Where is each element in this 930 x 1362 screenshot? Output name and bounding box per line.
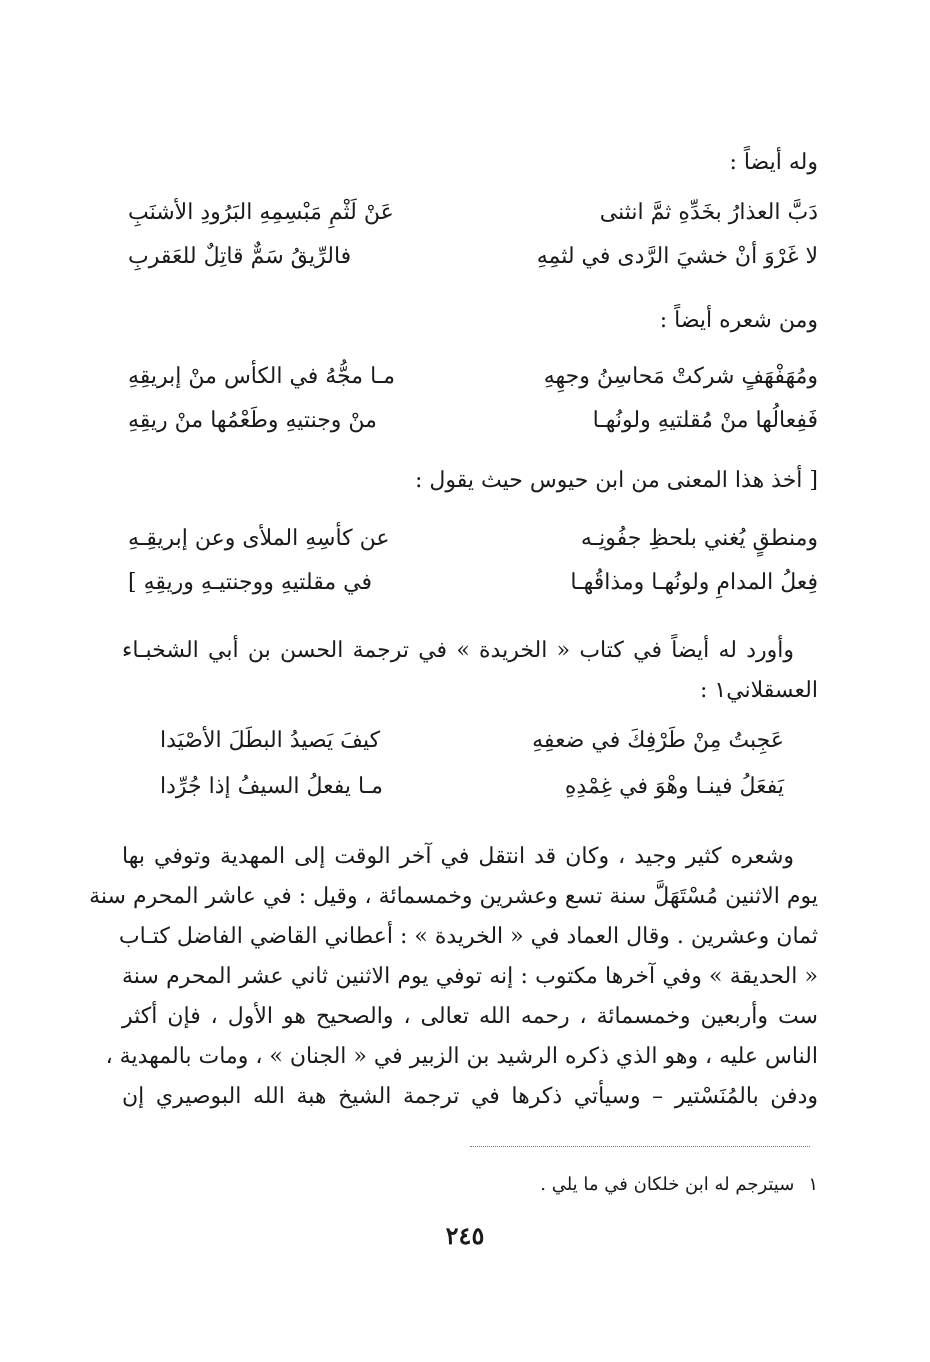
intro-line: [ أخذ هذا المعنى من ابن حيوس حيث يقول :	[415, 468, 818, 493]
intro-line: وله أيضاً :	[729, 150, 818, 175]
verse-line	[128, 566, 818, 600]
verse-line	[128, 196, 818, 230]
verse-line	[128, 240, 818, 274]
verse-second-hemistich: منْ وجنتيهِ وطَعْمُها منْ ريقِهِ	[128, 408, 377, 433]
verse-first-hemistich: عَجِبتُ مِنْ طَرْفِكَ في ضعفِهِ	[532, 728, 784, 753]
footnote-separator	[470, 1146, 810, 1147]
verse-first-hemistich: دَبَّ العذارُ بخَدِّهِ ثمَّ انثنى	[599, 200, 818, 225]
verse-second-hemistich: فالرِّيقُ سَمٌّ قاتِلٌ للعَقربِ	[128, 244, 352, 269]
prose-line: ودفن بالمُنَسْتير – وسيأتي ذكرها في ترجمة الشيخ هبة الله البوصيري إن	[122, 1084, 818, 1109]
verse-second-hemistich: مـا يفعلُ السيفُ إذا جُرِّدا	[160, 774, 383, 799]
verse-first-hemistich: يَفعَلُ فينـا وهْوَ في غِمْدِهِ	[564, 774, 784, 799]
intro-line: ومن شعره أيضاً :	[659, 308, 818, 333]
page-number: ٢٤٥	[445, 1221, 485, 1250]
prose-line: الناس عليه ، وهو الذي ذكره الرشيد بن الزبير في « الجنان » ، ومات بالمهدية ،	[105, 1044, 818, 1069]
prose-line: يوم الاثنين مُسْتَهَلَّ سنة تسع وعشرين وخمسمائة ، وقيل : في عاشر المحرم سنة	[89, 884, 818, 909]
verse-line	[128, 522, 818, 556]
prose-line: « الحديقة » وفي آخرها مكتوب : إنه توفي يوم الاثنين ثاني عشر المحرم سنة	[122, 964, 818, 989]
verse-line	[160, 770, 784, 804]
verse-first-hemistich: فِعلُ المدامِ ولونُهـا ومذاقُهـا	[570, 570, 818, 595]
footnote-number: ١	[808, 1174, 818, 1195]
verse-first-hemistich: فَفِعالُها منْ مُقلتيهِ ولونُهـا	[592, 408, 818, 433]
verse-line	[128, 360, 818, 394]
verse-second-hemistich: كيفَ يَصيدُ البطَلَ الأصْيَدا	[160, 728, 381, 753]
prose-line: ست وأربعين وخمسمائة ، رحمه الله تعالى ، والصحيح هو الأول ، فإن أكثر	[122, 1004, 818, 1029]
prose-line: ثمان وعشرين . وقال العماد في « الخريدة » : أعطاني القاضي الفاضل كتـاب	[118, 924, 818, 949]
footnote-text: سيترجم له ابن خلكان في ما يلي .	[540, 1174, 795, 1195]
verse-first-hemistich: لا غَرْوَ أنْ خشيَ الرَّدى في لثمِهِ	[536, 244, 818, 269]
verse-first-hemistich: ومنطقٍ يُغني بلحظِ جفُونِـه	[580, 526, 818, 551]
prose-line: وشعره كثير وجيد ، وكان قد انتقل في آخر الوقت إلى المهدية وتوفي بها	[122, 844, 794, 869]
intro-line: العسقلاني١ :	[699, 678, 818, 703]
verse-second-hemistich: عن كأسِهِ الملأى وعن إبريقِـهِ	[128, 526, 390, 551]
footnote	[540, 1172, 818, 1198]
verse-line	[128, 404, 818, 438]
verse-second-hemistich: في مقلتيهِ ووجنتيـهِ وريقِهِ ]	[128, 570, 372, 595]
intro-line: وأورد له أيضاً في كتاب « الخريدة » في ترجمة الحسن بن أبي الشخبـاء	[122, 638, 794, 663]
verse-first-hemistich: ومُهَفْهَفٍ شركتْ مَحاسِنُ وجهِهِ	[543, 364, 818, 389]
verse-second-hemistich: مـا مجُّهُ في الكأس منْ إبريقِهِ	[128, 364, 396, 389]
verse-line	[160, 724, 784, 758]
verse-second-hemistich: عَنْ لَثْمِ مَبْسِمِهِ البَرُودِ الأشنَبِ	[128, 200, 394, 225]
